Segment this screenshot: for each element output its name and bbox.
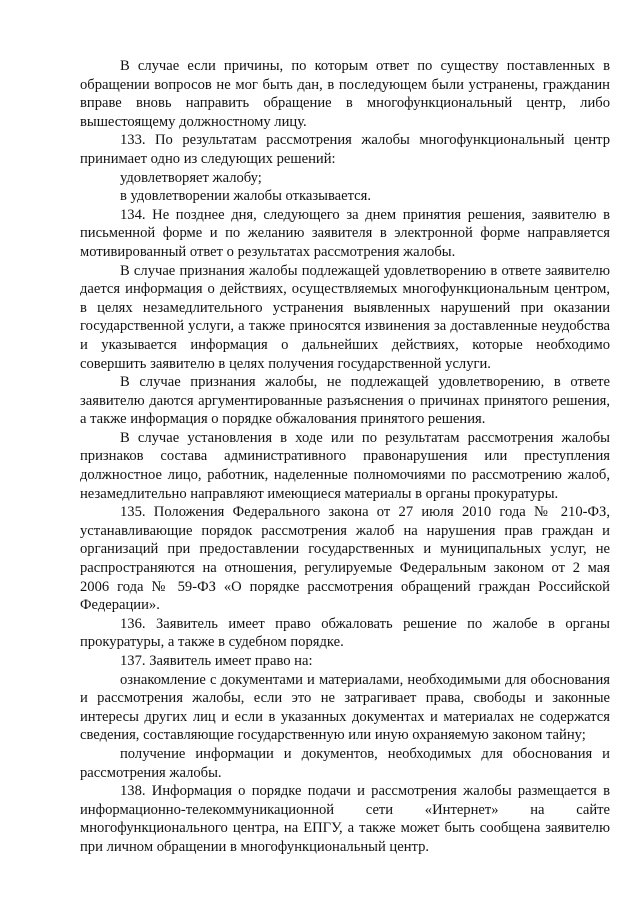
paragraph-138: 138. Информация о порядке подачи и рассмотрения жалобы размещается в информационно-телекоммуникационной сети «Интернет» на сайте многофункционального центра, на ЕПГУ, а также может быть сообщена заявителю при личном обращении в многофункциональный центр. — [80, 783, 610, 855]
paragraph-complaint-satisfied: В случае признания жалобы подлежащей удовлетворению в ответе заявителю дается информация о действиях, осуществляемых многофункциональным центром, в целях незамедлительного устранения выявленных нарушений при оказании государственной услуги, а также приносятся извинения за доставленные неудобства и указывается информация о дальнейших действиях, которые необходимо совершить заявителю в целях получения государственной услуги. — [80, 262, 610, 372]
paragraph-complaint-rejected: В случае признания жалобы, не подлежащей удовлетворению, в ответе заявителю даются аргументированные разъяснения о причинах принятого решения, а также информация о порядке обжалования принятого решения. — [80, 374, 610, 428]
paragraph-decision-refuse: в удовлетворении жалобы отказывается. — [120, 188, 372, 205]
paragraph-repeat-appeal: В случае если причины, по которым ответ по существу поставленных в обращении вопросов не мог быть дан, в последующем были устранены, гражданин вправе вновь направить обращение в многофункциональный центр, либо вышестоящему должностному лицу. — [80, 58, 610, 130]
document-body — [80, 57, 610, 857]
paragraph-134: 134. Не позднее дня, следующего за днем принятия решения, заявителю в письменной форме и по желанию заявителя в электронной форме направляется мотивированный ответ о результатах рассмотрения жалобы. — [80, 206, 610, 260]
paragraph-133: 133. По результатам рассмотрения жалобы многофункциональный центр принимает одно из следующих решений: — [80, 132, 610, 167]
paragraph-135: 135. Положения Федерального закона от 27 июля 2010 года № 210-ФЗ, устанавливающие порядок рассмотрения жалоб на нарушения прав граждан и организаций при предоставлении государственных и муниципальных услуг, не распространяются на отношения, регулируемые Федеральным законом от 2 мая 2006 года № 59-ФЗ «О порядке рассмотрения обращений граждан Российской Федерации». — [80, 504, 610, 614]
paragraph-136: 136. Заявитель имеет право обжаловать решение по жалобе в органы прокуратуры, а также в судебном порядке. — [80, 615, 610, 651]
paragraph-decision-satisfy: удовлетворяет жалобу; — [120, 169, 262, 186]
paragraph-right-familiarize: ознакомление с документами и материалами, необходимыми для обоснования и рассмотрения жалобы, если это не затрагивает права, свободы и законные интересы других лиц и если в указанных документах и материалах не содержатся сведения, составляющие государственную или иную охраняемую законом тайну; — [80, 671, 610, 744]
paragraph-right-obtain: получение информации и документов, необходимых для обоснования и рассмотрения жалобы. — [80, 745, 610, 781]
paragraph-137: 137. Заявитель имеет право на: — [120, 653, 313, 669]
paragraph-prosecution: В случае установления в ходе или по результатам рассмотрения жалобы признаков состава административного правонарушения или преступления должностное лицо, работник, наделенные полномочиями по рассмотрению жалоб, незамедлительно направляют имеющиеся материалы в органы прокуратуры. — [80, 429, 610, 502]
